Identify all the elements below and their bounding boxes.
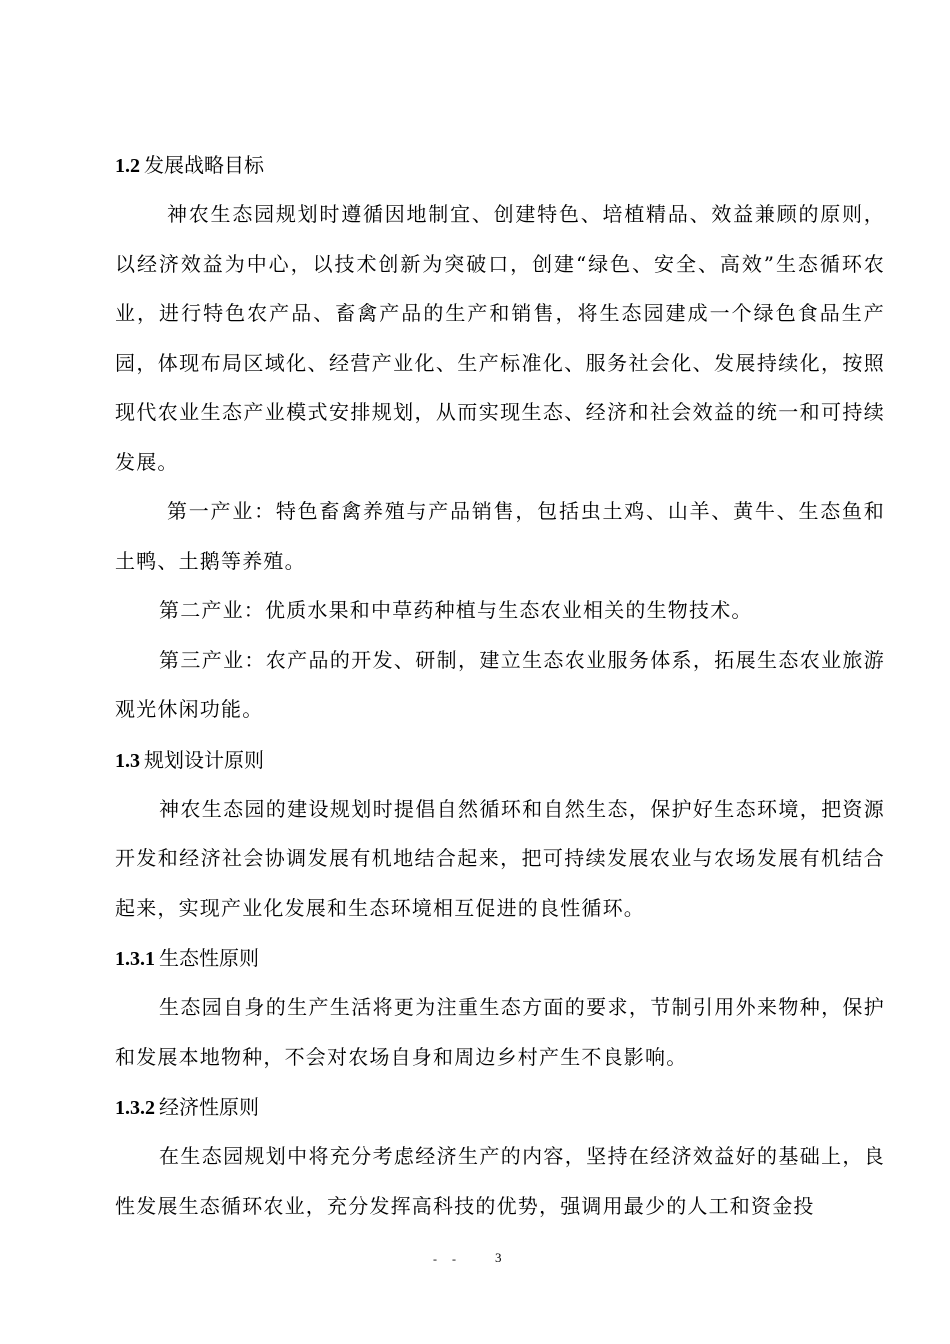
section-number: 1.3.2 <box>115 1097 155 1119</box>
section-heading-1-3 <box>115 735 885 785</box>
footer-dash: - <box>452 1252 456 1266</box>
document-body <box>115 140 885 1231</box>
section-heading-1-2 <box>115 140 885 190</box>
paragraph: 在生态园规划中将充分考虑经济生产的内容，坚持在经济效益好的基础上，良性发展生态循环农业，充分发挥高科技的优势，强调用最少的人工和资金投 <box>115 1144 885 1218</box>
section-number: 1.3.1 <box>115 948 155 970</box>
paragraph: 第一产业：特色畜禽养殖与产品销售，包括虫土鸡、山羊、黄牛、生态鱼和土鸭、土鹅等养殖。 <box>115 499 885 573</box>
page-footer <box>0 1248 950 1272</box>
page-number: 3 <box>495 1250 502 1265</box>
paragraph: 神农生态园的建设规划时提倡自然循环和自然生态，保护好生态环境，把资源开发和经济社会协调发展有机地结合起来，把可持续发展农业与农场发展有机结合起来，实现产业化发展和生态环境相互促进的良性循环。 <box>115 796 885 920</box>
section-heading-1-3-2 <box>115 1082 885 1132</box>
footer-dash: - <box>433 1252 437 1266</box>
section-title: 发展战略目标 <box>144 153 264 177</box>
paragraph: 第三产业：农产品的开发、研制，建立生态农业服务体系，拓展生态农业旅游观光休闲功能。 <box>115 647 885 721</box>
section-number: 1.2 <box>115 155 140 177</box>
paragraph: 神农生态园规划时遵循因地制宜、创建特色、培植精品、效益兼顾的原则，以经济效益为中心，以技术创新为突破口，创建“绿色、安全、高效”生态循环农业，进行特色农产品、畜禽产品的生产和销售，将生态园建成一个绿色食品生产园，体现布局区域化、经营产业化、生产标准化、服务社会化、发展持续化，按照现代农业生态产业模式安排规划，从而实现生态、经济和社会效益的统一和可持续发展。 <box>115 202 885 474</box>
section-title: 生态性原则 <box>159 946 259 970</box>
section-title: 规划设计原则 <box>144 747 264 772</box>
section-title: 经济性原则 <box>159 1095 259 1119</box>
section-number: 1.3 <box>115 749 140 772</box>
paragraph: 第二产业：优质水果和中草药种植与生态农业相关的生物技术。 <box>159 598 753 622</box>
section-heading-1-3-1 <box>115 933 885 983</box>
paragraph: 生态园自身的生产生活将更为注重生态方面的要求，节制引用外来物种，保护和发展本地物种，不会对农场自身和周边乡村产生不良影响。 <box>115 995 885 1069</box>
